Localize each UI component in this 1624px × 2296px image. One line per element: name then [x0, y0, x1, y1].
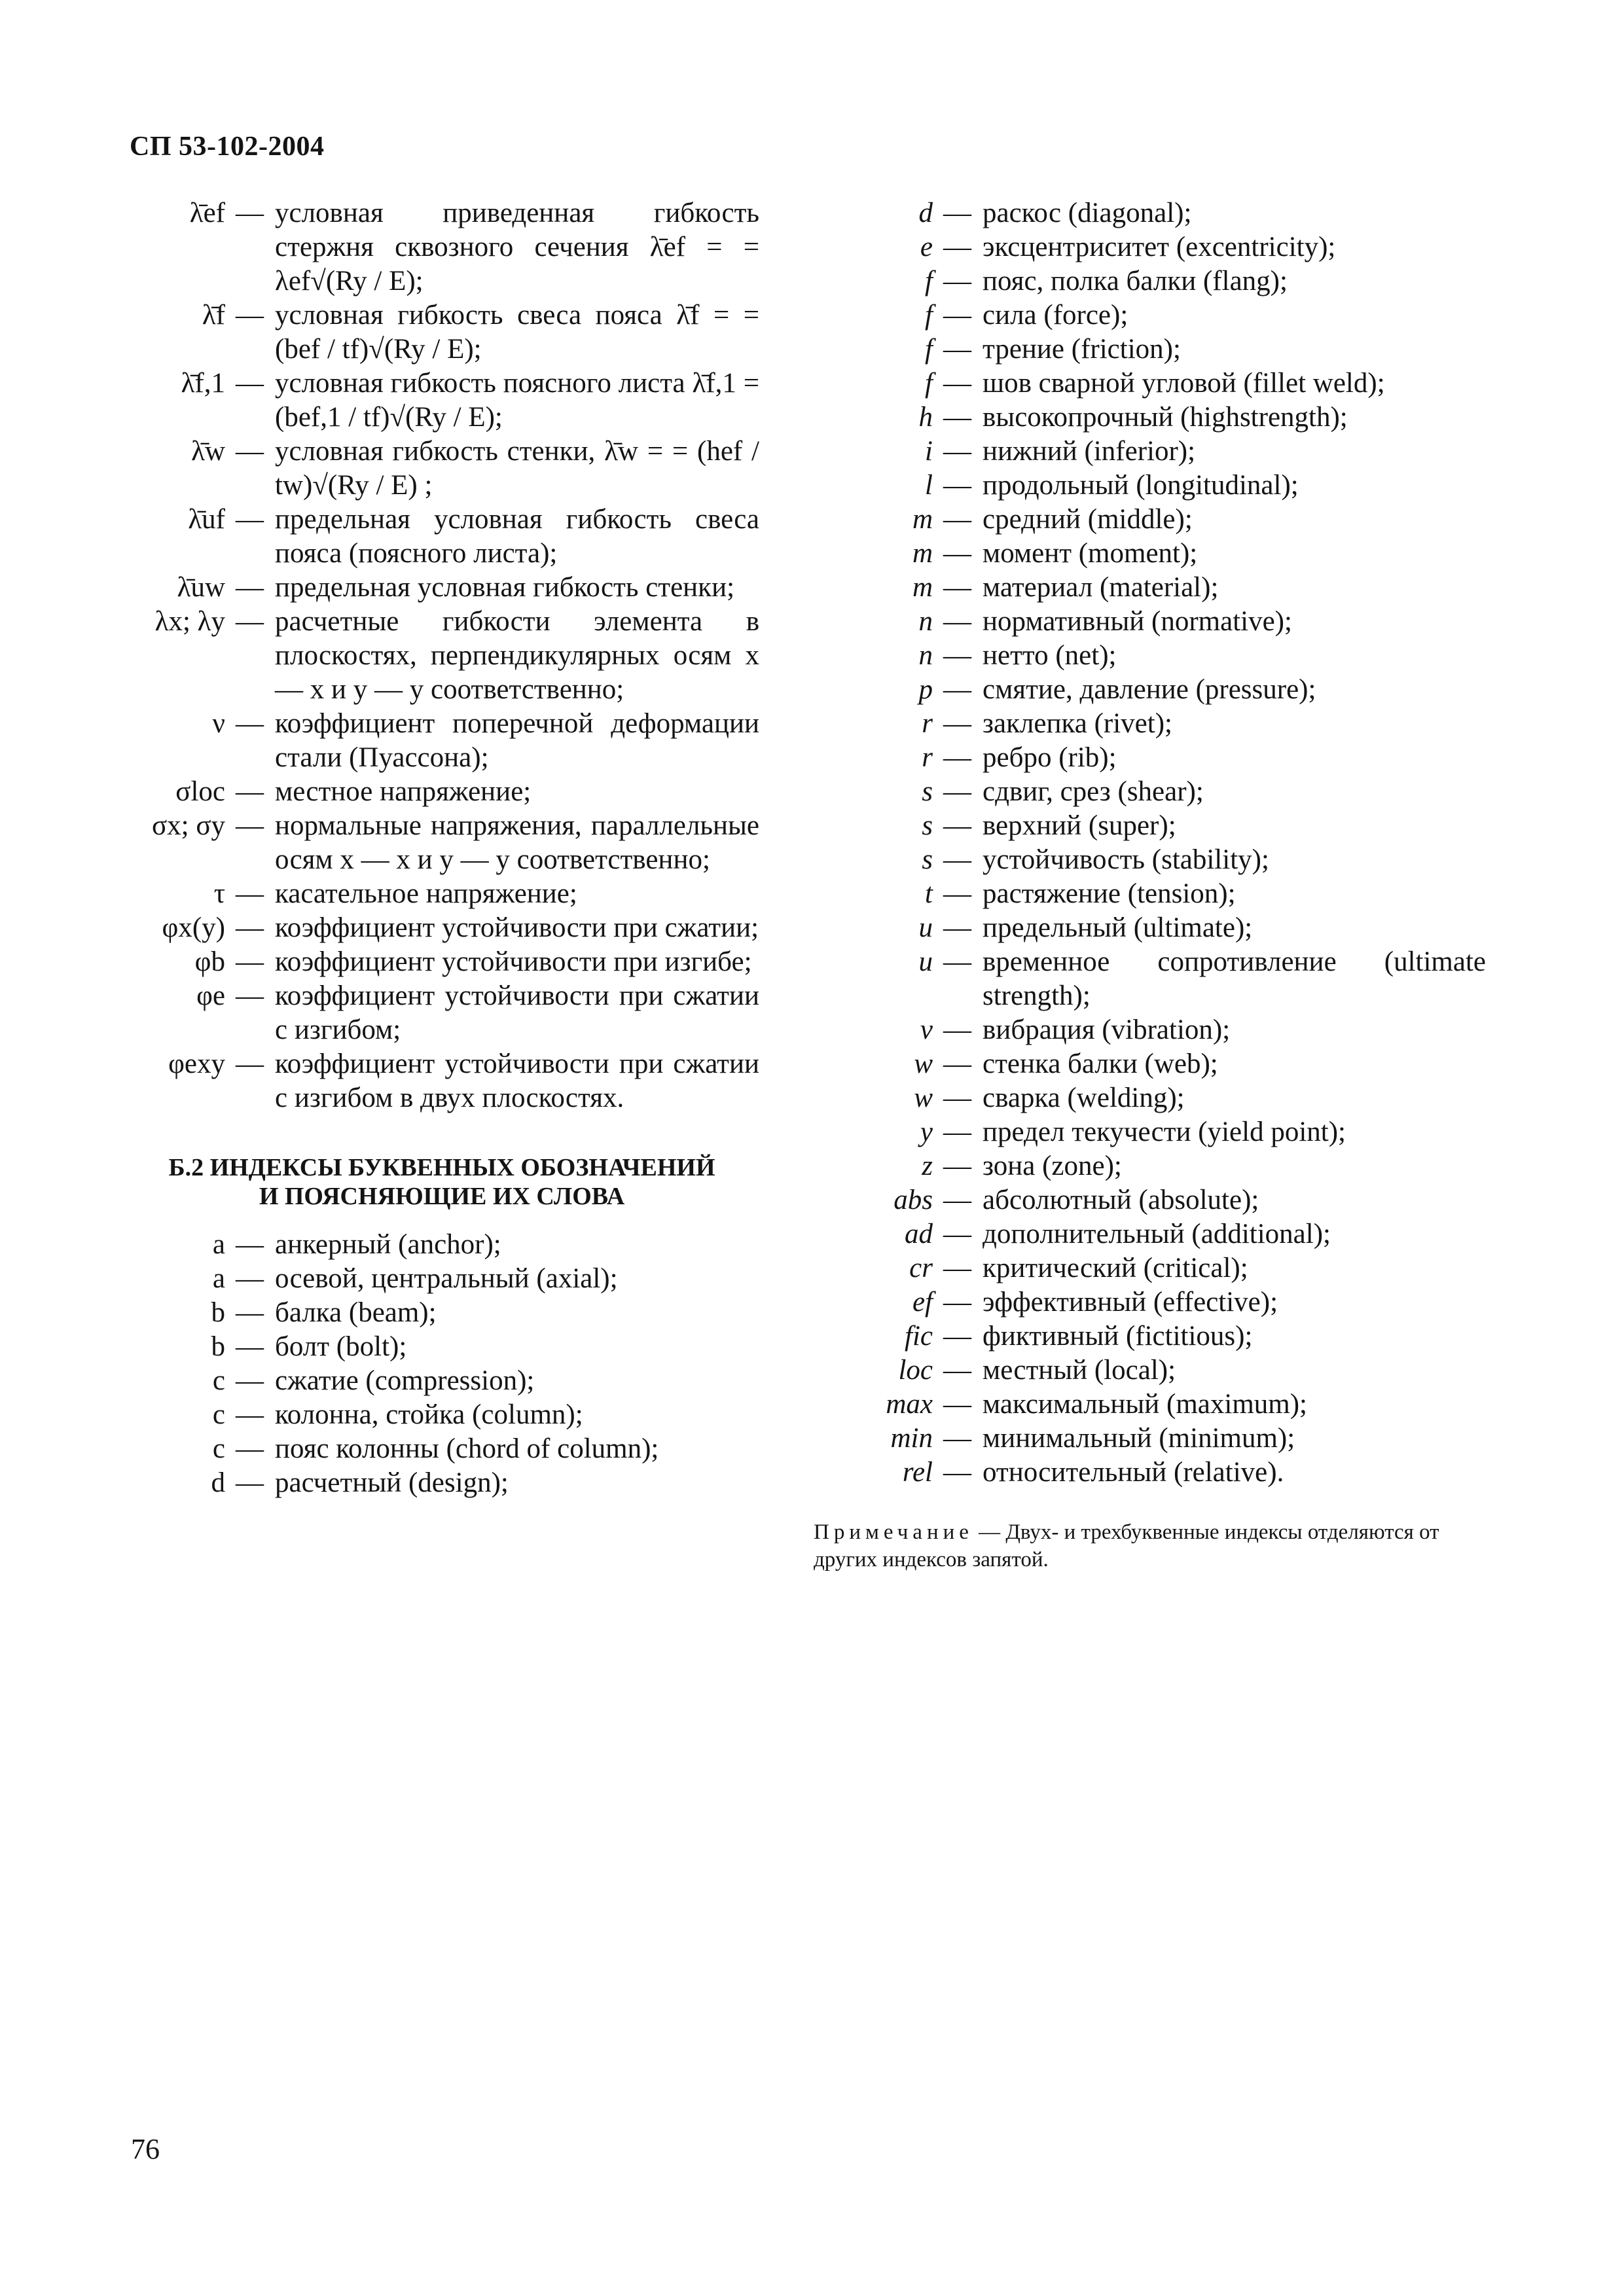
- symbol-definition-entry: [124, 196, 759, 298]
- definition: расчетные гибкости элемента в плоскостях, перпендикулярных осям x — x и y — y соответственно;: [275, 606, 759, 705]
- symbol: n: [918, 640, 933, 671]
- dash: —: [943, 1219, 971, 1249]
- definition: коэффициент устойчивости при сжатии;: [275, 912, 759, 943]
- dash: —: [236, 912, 264, 943]
- section-title: Б.2 ИНДЕКСЫ БУКВЕННЫХ ОБОЗНАЧЕНИЙ И ПОЯСНЯЮЩИЕ ИХ СЛОВА: [168, 1154, 715, 1210]
- dash: —: [236, 368, 264, 399]
- symbol: m: [912, 572, 933, 603]
- symbol-definition-entry: [124, 809, 759, 877]
- dash: —: [236, 946, 264, 977]
- index-entry: [828, 196, 1486, 230]
- symbol: ν: [212, 708, 225, 739]
- definition: сила (force);: [983, 300, 1128, 331]
- definition: условная приведенная гибкость стержня сквозного сечения λ̄ef = = λef√(Ry / E);: [275, 198, 759, 296]
- dash: —: [943, 674, 971, 705]
- index-entry: [124, 1262, 759, 1296]
- dash: —: [943, 1389, 971, 1420]
- symbol: a: [212, 1229, 225, 1260]
- symbol: τ: [213, 878, 225, 909]
- index-entry: [828, 1422, 1486, 1456]
- symbol: f: [925, 334, 933, 365]
- index-entry: [828, 332, 1486, 367]
- definition: материал (material);: [983, 572, 1219, 603]
- dash: —: [236, 1263, 264, 1294]
- symbol: λ̄ef: [189, 198, 225, 228]
- symbol: u: [918, 946, 933, 977]
- definition: пояс колонны (chord of column);: [275, 1433, 659, 1464]
- symbol: v: [920, 1014, 933, 1045]
- symbol: ad: [905, 1219, 933, 1249]
- index-entry: [828, 775, 1486, 809]
- symbol: c: [212, 1399, 225, 1430]
- symbol: z: [922, 1151, 933, 1181]
- definition: болт (bolt);: [275, 1331, 407, 1362]
- symbol: d: [211, 1467, 225, 1498]
- definition: минимальный (minimum);: [983, 1423, 1295, 1454]
- dash: —: [236, 1331, 264, 1362]
- symbol-definition-entry: [124, 367, 759, 435]
- definition: устойчивость (stability);: [983, 844, 1269, 875]
- index-entry: [828, 1183, 1486, 1217]
- definition: верхний (super);: [983, 810, 1176, 841]
- right-column: [814, 196, 1486, 1573]
- definition: заклепка (rivet);: [983, 708, 1172, 739]
- symbol: a: [212, 1263, 225, 1294]
- symbol-definition-entry: [124, 435, 759, 503]
- dash: —: [943, 1287, 971, 1318]
- definition: условная гибкость поясного листа λ̄f,1 = (bef,1 / tf)√(Ry / E);: [275, 368, 759, 433]
- symbol: φe: [196, 980, 225, 1011]
- index-entry: [124, 1432, 759, 1466]
- definition: коэффициент устойчивости при сжатии с изгибом в двух плоскостях.: [275, 1049, 759, 1113]
- index-entry: [124, 1228, 759, 1262]
- symbol: loc: [898, 1355, 933, 1386]
- definition: стенка балки (web);: [983, 1049, 1218, 1079]
- symbol: λx; λy: [154, 606, 225, 637]
- index-entry: [828, 707, 1486, 741]
- symbol-definitions-list: [124, 196, 759, 1115]
- index-entry: [828, 843, 1486, 877]
- dash: —: [943, 1083, 971, 1113]
- definition: условная гибкость стенки, λ̄w = = (hef / tw)√(Ry / E) ;: [275, 436, 759, 501]
- symbol: λ̄uw: [177, 572, 225, 603]
- dash: —: [943, 436, 971, 467]
- definition: сжатие (compression);: [275, 1365, 535, 1396]
- index-entry: [828, 911, 1486, 945]
- definition: нормативный (normative);: [983, 606, 1292, 637]
- index-entry: [828, 1388, 1486, 1422]
- definition: коэффициент устойчивости при изгибе;: [275, 946, 752, 977]
- definition: местное напряжение;: [275, 776, 532, 807]
- symbol: λ̄f: [202, 300, 225, 331]
- note-text: — Двух- и трехбуквенные индексы отделяются от других индексов запятой.: [814, 1520, 1439, 1571]
- symbol-definition-entry: [124, 571, 759, 605]
- index-entry: [828, 945, 1486, 1013]
- index-entry: [828, 1115, 1486, 1149]
- dash: —: [943, 504, 971, 535]
- symbol: λ̄f,1: [181, 368, 225, 399]
- definition: высокопрочный (highstrength);: [983, 402, 1348, 433]
- dash: —: [236, 1467, 264, 1498]
- index-entry: [828, 1354, 1486, 1388]
- symbol-definition-entry: [124, 605, 759, 707]
- definition: вибрация (vibration);: [983, 1014, 1231, 1045]
- page-number: 76: [131, 2133, 160, 2165]
- definition: нормальные напряжения, параллельные осям x — x и y — y соответственно;: [275, 810, 759, 875]
- dash: —: [943, 1321, 971, 1352]
- symbol-definition-entry: [124, 775, 759, 809]
- symbol-definition-entry: [124, 911, 759, 945]
- definition: предельная условная гибкость свеса пояса (поясного листа);: [275, 504, 759, 569]
- dash: —: [943, 198, 971, 228]
- index-entry: [828, 435, 1486, 469]
- dash: —: [236, 810, 264, 841]
- symbol-definition-entry: [124, 1047, 759, 1115]
- index-list-right: [828, 196, 1486, 1490]
- dash: —: [943, 266, 971, 296]
- symbol: min: [890, 1423, 933, 1454]
- index-entry: [828, 264, 1486, 298]
- index-entry: [828, 1217, 1486, 1251]
- index-entry: [828, 367, 1486, 401]
- dash: —: [943, 1355, 971, 1386]
- definition: временное сопротивление (ultimate strength);: [983, 946, 1486, 1011]
- symbol: w: [914, 1049, 933, 1079]
- symbol: ef: [912, 1287, 933, 1318]
- dash: —: [236, 436, 264, 467]
- definition: сдвиг, срез (shear);: [983, 776, 1204, 807]
- left-column: [124, 196, 759, 1500]
- definition: максимальный (maximum);: [983, 1389, 1307, 1420]
- dash: —: [236, 1229, 264, 1260]
- index-entry: [828, 230, 1486, 264]
- dash: —: [236, 606, 264, 637]
- symbol-definition-entry: [124, 503, 759, 571]
- index-entry: [124, 1466, 759, 1500]
- definition: трение (friction);: [983, 334, 1181, 365]
- dash: —: [236, 300, 264, 331]
- index-entry: [828, 741, 1486, 775]
- index-list-left: [124, 1228, 759, 1500]
- index-entry: [124, 1364, 759, 1398]
- definition: критический (critical);: [983, 1253, 1248, 1283]
- dash: —: [236, 504, 264, 535]
- dash: —: [943, 1253, 971, 1283]
- dash: —: [943, 1014, 971, 1045]
- dash: —: [943, 640, 971, 671]
- symbol: φb: [194, 946, 225, 977]
- symbol-definition-entry: [124, 979, 759, 1047]
- symbol: c: [212, 1433, 225, 1464]
- index-entry: [828, 401, 1486, 435]
- symbol: l: [925, 470, 933, 501]
- definition: осевой, центральный (axial);: [275, 1263, 618, 1294]
- dash: —: [943, 538, 971, 569]
- symbol: d: [918, 198, 933, 228]
- definition: нетто (net);: [983, 640, 1117, 671]
- dash: —: [943, 1185, 971, 1215]
- symbol: y: [920, 1117, 933, 1147]
- index-entry: [828, 1047, 1486, 1081]
- definition: нижний (inferior);: [983, 436, 1196, 467]
- symbol: p: [918, 674, 933, 705]
- definition: эксцентриситет (excentricity);: [983, 232, 1336, 262]
- dash: —: [943, 402, 971, 433]
- symbol: t: [925, 878, 933, 909]
- symbol: σloc: [175, 776, 225, 807]
- definition: зона (zone);: [983, 1151, 1122, 1181]
- index-entry: [828, 1149, 1486, 1183]
- symbol: λ̄w: [191, 436, 225, 467]
- index-entry: [828, 1319, 1486, 1354]
- index-entry: [828, 1081, 1486, 1115]
- symbol: b: [211, 1331, 225, 1362]
- symbol: i: [925, 436, 933, 467]
- dash: —: [236, 708, 264, 739]
- symbol: cr: [909, 1253, 933, 1283]
- dash: —: [943, 912, 971, 943]
- index-entry: [828, 1456, 1486, 1490]
- index-entry: [124, 1398, 759, 1432]
- index-entry: [828, 639, 1486, 673]
- dash: —: [943, 470, 971, 501]
- dash: —: [943, 878, 971, 909]
- definition: момент (moment);: [983, 538, 1198, 569]
- definition: колонна, стойка (column);: [275, 1399, 583, 1430]
- symbol: s: [922, 776, 933, 807]
- symbol: b: [211, 1297, 225, 1328]
- symbol: r: [922, 708, 933, 739]
- symbol-definition-entry: [124, 298, 759, 367]
- definition: раскос (diagonal);: [983, 198, 1192, 228]
- index-entry: [828, 1013, 1486, 1047]
- dash: —: [236, 776, 264, 807]
- symbol: r: [922, 742, 933, 773]
- symbol: n: [918, 606, 933, 637]
- dash: —: [943, 1049, 971, 1079]
- index-entry: [124, 1296, 759, 1330]
- symbol: f: [925, 266, 933, 296]
- dash: —: [943, 572, 971, 603]
- index-entry: [828, 809, 1486, 843]
- symbol: f: [925, 300, 933, 331]
- definition: смятие, давление (pressure);: [983, 674, 1316, 705]
- dash: —: [236, 1297, 264, 1328]
- index-entry: [828, 469, 1486, 503]
- symbol: φexy: [168, 1049, 225, 1079]
- dash: —: [236, 198, 264, 228]
- definition: абсолютный (absolute);: [983, 1185, 1259, 1215]
- index-entry: [828, 605, 1486, 639]
- index-entry: [828, 673, 1486, 707]
- definition: предел текучести (yield point);: [983, 1117, 1346, 1147]
- symbol: c: [212, 1365, 225, 1396]
- definition: относительный (relative).: [983, 1457, 1284, 1488]
- dash: —: [236, 878, 264, 909]
- dash: —: [943, 946, 971, 977]
- note: [814, 1518, 1486, 1573]
- symbol: max: [886, 1389, 933, 1420]
- symbol: m: [912, 504, 933, 535]
- definition: предельная условная гибкость стенки;: [275, 572, 735, 603]
- symbol: rel: [902, 1457, 933, 1488]
- index-entry: [828, 537, 1486, 571]
- dash: —: [236, 1365, 264, 1396]
- document-header: СП 53-102-2004: [130, 132, 325, 162]
- symbol-definition-entry: [124, 877, 759, 911]
- symbol: λ̄uf: [188, 504, 225, 535]
- dash: —: [943, 368, 971, 399]
- definition: средний (middle);: [983, 504, 1193, 535]
- dash: —: [236, 1433, 264, 1464]
- symbol: w: [914, 1083, 933, 1113]
- definition: анкерный (anchor);: [275, 1229, 501, 1260]
- definition: местный (local);: [983, 1355, 1176, 1386]
- definition: касательное напряжение;: [275, 878, 577, 909]
- definition: балка (beam);: [275, 1297, 437, 1328]
- definition: дополнительный (additional);: [983, 1219, 1331, 1249]
- index-entry: [124, 1330, 759, 1364]
- dash: —: [943, 810, 971, 841]
- index-entry: [828, 1251, 1486, 1285]
- definition: эффективный (effective);: [983, 1287, 1278, 1318]
- symbol: s: [922, 844, 933, 875]
- dash: —: [943, 1117, 971, 1147]
- definition: условная гибкость свеса пояса λ̄f = = (bef / tf)√(Ry / E);: [275, 300, 759, 365]
- index-entry: [828, 1285, 1486, 1319]
- symbol: u: [918, 912, 933, 943]
- definition: коэффициент устойчивости при сжатии с изгибом;: [275, 980, 759, 1045]
- symbol: s: [922, 810, 933, 841]
- index-entry: [828, 503, 1486, 537]
- dash: —: [236, 572, 264, 603]
- dash: —: [943, 708, 971, 739]
- definition: ребро (rib);: [983, 742, 1117, 773]
- definition: фиктивный (fictitious);: [983, 1321, 1253, 1352]
- symbol: m: [912, 538, 933, 569]
- dash: —: [943, 606, 971, 637]
- dash: —: [943, 776, 971, 807]
- definition: сварка (welding);: [983, 1083, 1185, 1113]
- definition: пояс, полка балки (flang);: [983, 266, 1288, 296]
- symbol-definition-entry: [124, 707, 759, 775]
- index-entry: [828, 877, 1486, 911]
- definition: коэффициент поперечной деформации стали (Пуассона);: [275, 708, 759, 773]
- index-entry: [828, 571, 1486, 605]
- dash: —: [943, 1151, 971, 1181]
- dash: —: [236, 1399, 264, 1430]
- dash: —: [943, 334, 971, 365]
- dash: —: [236, 1049, 264, 1079]
- symbol: σx; σy: [151, 810, 225, 841]
- dash: —: [943, 232, 971, 262]
- symbol: fic: [905, 1321, 933, 1352]
- index-entry: [828, 298, 1486, 332]
- symbol: f: [925, 368, 933, 399]
- symbol: e: [920, 232, 933, 262]
- symbol-definition-entry: [124, 945, 759, 979]
- definition: шов сварной угловой (fillet weld);: [983, 368, 1385, 399]
- symbol: abs: [893, 1185, 933, 1215]
- symbol: h: [918, 402, 933, 433]
- definition: растяжение (tension);: [983, 878, 1236, 909]
- dash: —: [943, 1423, 971, 1454]
- symbol: φx(y): [162, 912, 225, 943]
- note-label: Примечание: [814, 1520, 973, 1544]
- dash: —: [943, 300, 971, 331]
- definition: продольный (longitudinal);: [983, 470, 1299, 501]
- dash: —: [943, 742, 971, 773]
- dash: —: [943, 844, 971, 875]
- definition: предельный (ultimate);: [983, 912, 1253, 943]
- dash: —: [943, 1457, 971, 1488]
- dash: —: [236, 980, 264, 1011]
- definition: расчетный (design);: [275, 1467, 509, 1498]
